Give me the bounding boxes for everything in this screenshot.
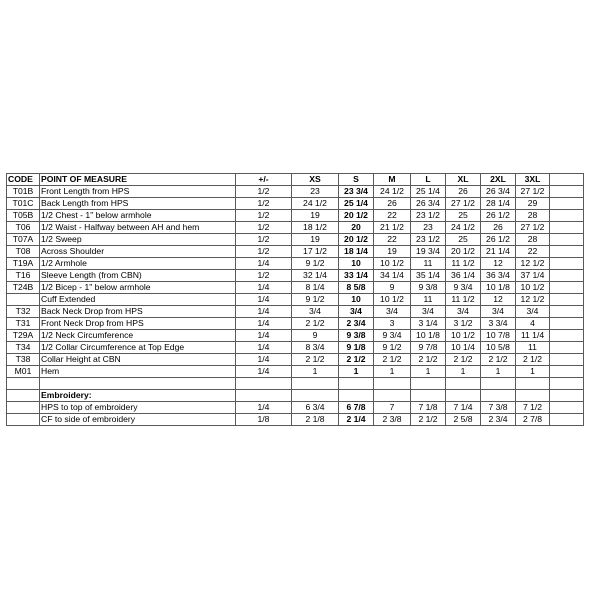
table-row: [7, 270, 584, 282]
table-row: [7, 354, 584, 366]
table-row: [7, 258, 584, 270]
spacer-cell: [550, 186, 584, 198]
size-s-cell: [339, 390, 374, 402]
spacer-cell: [550, 198, 584, 210]
size-2xl-cell: [481, 378, 516, 390]
code-cell: [7, 414, 40, 426]
spacer-cell: [550, 378, 584, 390]
size-l-cell: 7 1/8: [411, 402, 446, 414]
size-3xl-cell: 22: [516, 246, 550, 258]
spacer-cell: [550, 402, 584, 414]
size-m-cell: 3/4: [374, 306, 411, 318]
size-3xl-cell: 28: [516, 234, 550, 246]
spacer-cell: [550, 366, 584, 378]
header-row: [7, 174, 584, 186]
size-m-cell: 21 1/2: [374, 222, 411, 234]
header-spacer: [550, 174, 584, 186]
size-xs-cell: 9 1/2: [292, 294, 339, 306]
table-row: [7, 198, 584, 210]
table-row: [7, 402, 584, 414]
size-3xl-cell: 2 7/8: [516, 414, 550, 426]
spacer-cell: [550, 270, 584, 282]
size-xs-cell: 3/4: [292, 306, 339, 318]
footnote-cutoff: [8, 428, 308, 437]
header-point-of-measure: POINT OF MEASURE: [40, 174, 236, 186]
size-xl-cell: 25: [446, 210, 481, 222]
size-xs-cell: 9 1/2: [292, 258, 339, 270]
size-3xl-cell: 1: [516, 366, 550, 378]
header-size-xl: XL: [446, 174, 481, 186]
size-xl-cell: 10 1/4: [446, 342, 481, 354]
point-of-measure-cell: 1/2 Waist - Halfway between AH and hem: [40, 222, 236, 234]
code-cell: T34: [7, 342, 40, 354]
tolerance-cell: 1/4: [236, 402, 292, 414]
tolerance-cell: 1/4: [236, 294, 292, 306]
size-m-cell: 34 1/4: [374, 270, 411, 282]
size-l-cell: 23: [411, 222, 446, 234]
size-2xl-cell: 26 1/2: [481, 210, 516, 222]
tolerance-cell: 1/4: [236, 354, 292, 366]
size-xl-cell: 2 1/2: [446, 354, 481, 366]
size-2xl-cell: 1: [481, 366, 516, 378]
size-m-cell: 10 1/2: [374, 294, 411, 306]
size-xs-cell: 9: [292, 330, 339, 342]
size-m-cell: 2 3/8: [374, 414, 411, 426]
size-m-cell: 3: [374, 318, 411, 330]
size-s-cell: 18 1/4: [339, 246, 374, 258]
point-of-measure-cell: Hem: [40, 366, 236, 378]
spacer-cell: [550, 222, 584, 234]
size-3xl-cell: 10 1/2: [516, 282, 550, 294]
size-xl-cell: 26: [446, 186, 481, 198]
table-row: [7, 306, 584, 318]
size-xs-cell: 6 3/4: [292, 402, 339, 414]
size-2xl-cell: 2 1/2: [481, 354, 516, 366]
code-cell: [7, 378, 40, 390]
size-2xl-cell: 12: [481, 294, 516, 306]
size-xl-cell: 1: [446, 366, 481, 378]
size-m-cell: 26: [374, 198, 411, 210]
size-s-cell: [339, 378, 374, 390]
size-xs-cell: 32 1/4: [292, 270, 339, 282]
point-of-measure-cell: Back Length from HPS: [40, 198, 236, 210]
spacer-cell: [550, 318, 584, 330]
tolerance-cell: 1/4: [236, 342, 292, 354]
size-s-cell: 2 1/4: [339, 414, 374, 426]
size-m-cell: 10 1/2: [374, 258, 411, 270]
size-l-cell: 35 1/4: [411, 270, 446, 282]
size-xl-cell: [446, 378, 481, 390]
size-xs-cell: 8 3/4: [292, 342, 339, 354]
size-3xl-cell: 28: [516, 210, 550, 222]
size-s-cell: 1: [339, 366, 374, 378]
size-s-cell: 33 1/4: [339, 270, 374, 282]
size-m-cell: 9 1/2: [374, 342, 411, 354]
point-of-measure-cell: 1/2 Bicep - 1" below armhole: [40, 282, 236, 294]
tolerance-cell: 1/8: [236, 414, 292, 426]
table-row: [7, 246, 584, 258]
tolerance-cell: 1/2: [236, 222, 292, 234]
size-xs-cell: [292, 390, 339, 402]
size-3xl-cell: 12 1/2: [516, 294, 550, 306]
size-l-cell: 23 1/2: [411, 234, 446, 246]
size-l-cell: 10 1/8: [411, 330, 446, 342]
size-2xl-cell: 21 1/4: [481, 246, 516, 258]
size-s-cell: 6 7/8: [339, 402, 374, 414]
spec-sheet: [6, 173, 583, 426]
tolerance-cell: 1/4: [236, 318, 292, 330]
size-3xl-cell: 11 1/4: [516, 330, 550, 342]
size-m-cell: [374, 390, 411, 402]
spacer-cell: [550, 294, 584, 306]
code-cell: T38: [7, 354, 40, 366]
point-of-measure-cell: Front Neck Drop from HPS: [40, 318, 236, 330]
size-l-cell: [411, 390, 446, 402]
size-s-cell: 10: [339, 258, 374, 270]
code-cell: T06: [7, 222, 40, 234]
point-of-measure-cell: Back Neck Drop from HPS: [40, 306, 236, 318]
size-m-cell: [374, 378, 411, 390]
tolerance-cell: 1/2: [236, 246, 292, 258]
size-s-cell: 9 1/8: [339, 342, 374, 354]
size-xs-cell: 8 1/4: [292, 282, 339, 294]
table-row: [7, 294, 584, 306]
code-cell: T31: [7, 318, 40, 330]
code-cell: T05B: [7, 210, 40, 222]
size-xs-cell: 19: [292, 210, 339, 222]
spacer-cell: [550, 246, 584, 258]
header-size-s: S: [339, 174, 374, 186]
header-tolerance: +/-: [236, 174, 292, 186]
table-row: [7, 234, 584, 246]
tolerance-cell: 1/4: [236, 366, 292, 378]
size-l-cell: 9 7/8: [411, 342, 446, 354]
size-xs-cell: [292, 378, 339, 390]
size-s-cell: 3/4: [339, 306, 374, 318]
size-3xl-cell: 27 1/2: [516, 222, 550, 234]
table-row: [7, 378, 584, 390]
header-code: CODE: [7, 174, 40, 186]
table-row: [7, 342, 584, 354]
size-3xl-cell: [516, 378, 550, 390]
spacer-cell: [550, 234, 584, 246]
code-cell: T01C: [7, 198, 40, 210]
tolerance-cell: 1/4: [236, 330, 292, 342]
header-size-m: M: [374, 174, 411, 186]
size-2xl-cell: [481, 390, 516, 402]
size-s-cell: 8 5/8: [339, 282, 374, 294]
code-cell: T24B: [7, 282, 40, 294]
size-xl-cell: 3 1/2: [446, 318, 481, 330]
size-xs-cell: 19: [292, 234, 339, 246]
tolerance-cell: 1/4: [236, 306, 292, 318]
size-2xl-cell: 2 3/4: [481, 414, 516, 426]
size-l-cell: [411, 378, 446, 390]
spacer-cell: [550, 354, 584, 366]
size-l-cell: 26 3/4: [411, 198, 446, 210]
size-xs-cell: 18 1/2: [292, 222, 339, 234]
code-cell: M01: [7, 366, 40, 378]
code-cell: T08: [7, 246, 40, 258]
tolerance-cell: [236, 378, 292, 390]
size-s-cell: 20 1/2: [339, 210, 374, 222]
size-l-cell: 25 1/4: [411, 186, 446, 198]
size-3xl-cell: [516, 390, 550, 402]
size-xl-cell: 36 1/4: [446, 270, 481, 282]
header-size-xs: XS: [292, 174, 339, 186]
tolerance-cell: 1/2: [236, 210, 292, 222]
size-xl-cell: 24 1/2: [446, 222, 481, 234]
size-3xl-cell: 29: [516, 198, 550, 210]
point-of-measure-cell: Across Shoulder: [40, 246, 236, 258]
size-xs-cell: 2 1/2: [292, 354, 339, 366]
size-l-cell: 11: [411, 294, 446, 306]
code-cell: T19A: [7, 258, 40, 270]
table-row: [7, 222, 584, 234]
spacer-cell: [550, 414, 584, 426]
size-s-cell: 20 1/2: [339, 234, 374, 246]
size-2xl-cell: 28 1/4: [481, 198, 516, 210]
measurement-table: [6, 173, 584, 426]
size-2xl-cell: 26: [481, 222, 516, 234]
size-2xl-cell: 26 3/4: [481, 186, 516, 198]
point-of-measure-cell: 1/2 Sweep: [40, 234, 236, 246]
code-cell: [7, 402, 40, 414]
size-xs-cell: 1: [292, 366, 339, 378]
size-xl-cell: 20 1/2: [446, 246, 481, 258]
size-m-cell: 2 1/2: [374, 354, 411, 366]
table-body: [7, 186, 584, 426]
size-2xl-cell: 10 5/8: [481, 342, 516, 354]
size-m-cell: 19: [374, 246, 411, 258]
tolerance-cell: 1/2: [236, 198, 292, 210]
size-xl-cell: 10 1/2: [446, 330, 481, 342]
size-xs-cell: 2 1/2: [292, 318, 339, 330]
table-row: [7, 366, 584, 378]
size-xl-cell: 11 1/2: [446, 258, 481, 270]
size-m-cell: 22: [374, 234, 411, 246]
size-2xl-cell: 3/4: [481, 306, 516, 318]
point-of-measure-cell: 1/2 Neck Circumference: [40, 330, 236, 342]
size-xl-cell: 9 3/4: [446, 282, 481, 294]
size-m-cell: 22: [374, 210, 411, 222]
table-row: [7, 210, 584, 222]
size-l-cell: 3/4: [411, 306, 446, 318]
size-xl-cell: 25: [446, 234, 481, 246]
tolerance-cell: 1/2: [236, 186, 292, 198]
point-of-measure-cell: HPS to top of embroidery: [40, 402, 236, 414]
code-cell: T16: [7, 270, 40, 282]
size-xl-cell: 27 1/2: [446, 198, 481, 210]
size-xs-cell: 17 1/2: [292, 246, 339, 258]
point-of-measure-cell: 1/2 Chest - 1" below armhole: [40, 210, 236, 222]
size-l-cell: 19 3/4: [411, 246, 446, 258]
code-cell: T01B: [7, 186, 40, 198]
size-l-cell: 9 3/8: [411, 282, 446, 294]
header-size-2xl: 2XL: [481, 174, 516, 186]
tolerance-cell: 1/4: [236, 282, 292, 294]
size-2xl-cell: 10 1/8: [481, 282, 516, 294]
tolerance-cell: 1/2: [236, 234, 292, 246]
spacer-cell: [550, 306, 584, 318]
table-row: [7, 414, 584, 426]
size-m-cell: 9 3/4: [374, 330, 411, 342]
tolerance-cell: 1/4: [236, 258, 292, 270]
size-s-cell: 2 1/2: [339, 354, 374, 366]
size-2xl-cell: 7 3/8: [481, 402, 516, 414]
header-size-l: L: [411, 174, 446, 186]
spacer-cell: [550, 282, 584, 294]
size-l-cell: 3 1/4: [411, 318, 446, 330]
size-l-cell: 11: [411, 258, 446, 270]
point-of-measure-cell: Cuff Extended: [40, 294, 236, 306]
size-2xl-cell: 3 3/4: [481, 318, 516, 330]
code-cell: [7, 390, 40, 402]
size-3xl-cell: 11: [516, 342, 550, 354]
size-s-cell: 2 3/4: [339, 318, 374, 330]
spacer-cell: [550, 390, 584, 402]
size-3xl-cell: 2 1/2: [516, 354, 550, 366]
size-xs-cell: 23: [292, 186, 339, 198]
size-m-cell: 1: [374, 366, 411, 378]
size-2xl-cell: 36 3/4: [481, 270, 516, 282]
spacer-cell: [550, 330, 584, 342]
code-cell: T29A: [7, 330, 40, 342]
size-2xl-cell: 26 1/2: [481, 234, 516, 246]
header-size-3xl: 3XL: [516, 174, 550, 186]
code-cell: T32: [7, 306, 40, 318]
size-l-cell: 2 1/2: [411, 414, 446, 426]
size-2xl-cell: 10 7/8: [481, 330, 516, 342]
point-of-measure-cell: Collar Height at CBN: [40, 354, 236, 366]
point-of-measure-cell: CF to side of embroidery: [40, 414, 236, 426]
code-cell: [7, 294, 40, 306]
size-xs-cell: 24 1/2: [292, 198, 339, 210]
size-m-cell: 7: [374, 402, 411, 414]
size-3xl-cell: 27 1/2: [516, 186, 550, 198]
size-xl-cell: 7 1/4: [446, 402, 481, 414]
table-row: [7, 390, 584, 402]
size-3xl-cell: 4: [516, 318, 550, 330]
size-3xl-cell: 12 1/2: [516, 258, 550, 270]
size-xs-cell: 2 1/8: [292, 414, 339, 426]
spacer-cell: [550, 210, 584, 222]
code-cell: T07A: [7, 234, 40, 246]
size-s-cell: 10: [339, 294, 374, 306]
size-3xl-cell: 3/4: [516, 306, 550, 318]
size-m-cell: 24 1/2: [374, 186, 411, 198]
size-xl-cell: 2 5/8: [446, 414, 481, 426]
size-s-cell: 20: [339, 222, 374, 234]
size-l-cell: 1: [411, 366, 446, 378]
spacer-cell: [550, 342, 584, 354]
size-l-cell: 23 1/2: [411, 210, 446, 222]
size-m-cell: 9: [374, 282, 411, 294]
tolerance-cell: [236, 390, 292, 402]
point-of-measure-cell: [40, 378, 236, 390]
table-row: [7, 282, 584, 294]
size-xl-cell: 3/4: [446, 306, 481, 318]
table-row: [7, 186, 584, 198]
size-l-cell: 2 1/2: [411, 354, 446, 366]
point-of-measure-cell: Sleeve Length (from CBN): [40, 270, 236, 282]
size-s-cell: 23 3/4: [339, 186, 374, 198]
size-xl-cell: [446, 390, 481, 402]
tolerance-cell: 1/2: [236, 270, 292, 282]
point-of-measure-cell: Embroidery:: [40, 390, 236, 402]
size-2xl-cell: 12: [481, 258, 516, 270]
point-of-measure-cell: 1/2 Armhole: [40, 258, 236, 270]
table-row: [7, 318, 584, 330]
size-s-cell: 9 3/8: [339, 330, 374, 342]
spacer-cell: [550, 258, 584, 270]
size-3xl-cell: 7 1/2: [516, 402, 550, 414]
size-3xl-cell: 37 1/4: [516, 270, 550, 282]
table-row: [7, 330, 584, 342]
point-of-measure-cell: Front Length from HPS: [40, 186, 236, 198]
size-xl-cell: 11 1/2: [446, 294, 481, 306]
point-of-measure-cell: 1/2 Collar Circumference at Top Edge: [40, 342, 236, 354]
size-s-cell: 25 1/4: [339, 198, 374, 210]
